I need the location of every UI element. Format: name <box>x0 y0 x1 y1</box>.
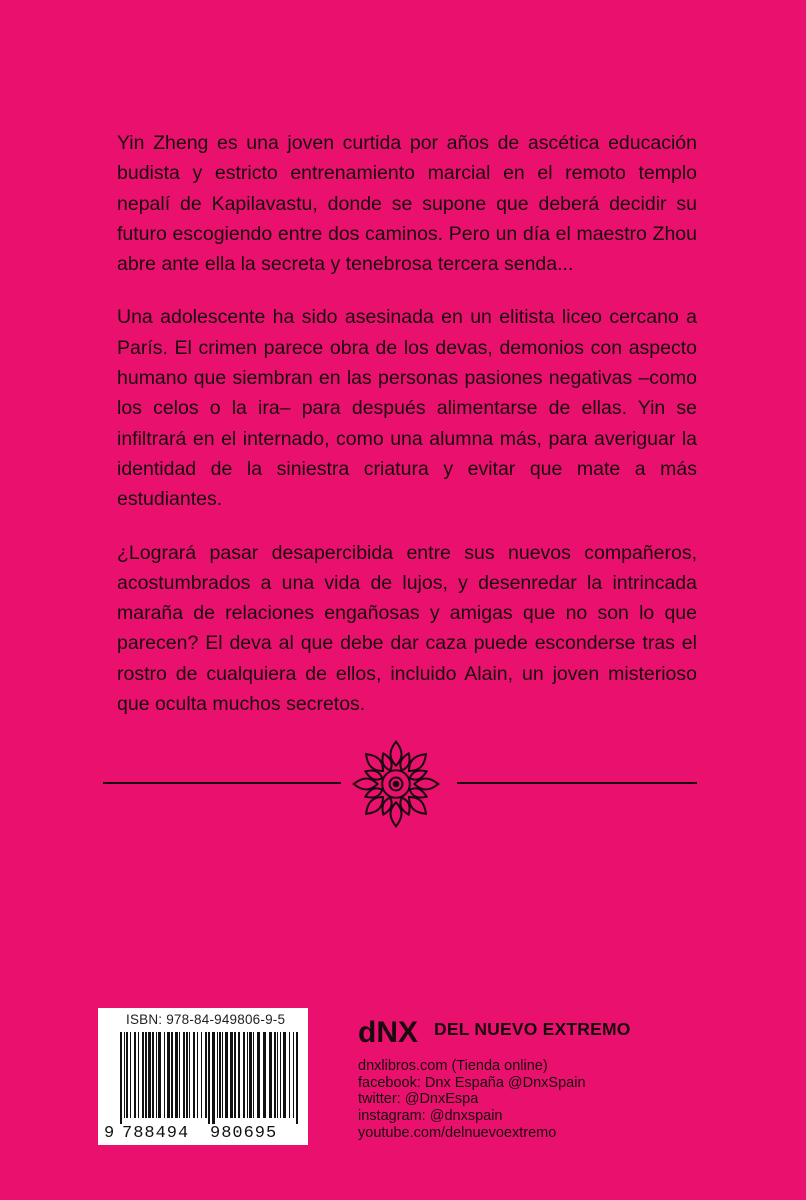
barcode-bar <box>156 1032 157 1118</box>
link-facebook[interactable]: facebook: Dnx España @DnxSpain <box>358 1074 586 1091</box>
barcode-bar <box>219 1032 221 1118</box>
barcode-bar <box>158 1032 161 1118</box>
barcode-bar <box>145 1032 147 1118</box>
barcode-bar <box>148 1032 151 1118</box>
barcode-bar <box>193 1032 195 1118</box>
blurb-paragraph-2: Una adolescente ha sido asesinada en un elitista liceo cercano a París. El crimen parece obra de los devas, demonios con aspecto humano que siembran en las personas pasiones negativas –como los celos o la ira– para después alimentarse de ellas. Yin se infiltrará en el internado, como una alumna más, para averiguar la identidad de la siniestra criatura y evitar que mate a más estudiantes. <box>117 306 697 511</box>
mandala-icon <box>350 738 442 830</box>
barcode-bar <box>138 1032 139 1118</box>
barcode-bar <box>212 1032 215 1124</box>
barcode-bar <box>134 1032 136 1118</box>
barcode-bar <box>126 1032 128 1118</box>
link-youtube[interactable]: youtube.com/delnuevoextremo <box>358 1124 557 1141</box>
barcode-bar <box>257 1032 260 1118</box>
barcode-bar <box>142 1032 144 1118</box>
barcode-bar <box>296 1032 298 1124</box>
barcode-bar <box>171 1032 173 1118</box>
barcode-bar <box>249 1032 252 1118</box>
blurb-paragraph-3: ¿Logrará pasar desapercibida entre sus nuevos compañeros, acostumbrados a una vida de lujos, y desenredar la intrincada maraña de relaciones engañosas y amigas que no son lo que parecen? El deva al que debe dar caza puede esconderse tras el rostro de cualquiera de ellos, incluido Alain, un joven misterioso que oculta muchos secretos. <box>117 541 697 716</box>
barcode-bar <box>247 1032 248 1118</box>
barcode-bar <box>222 1032 223 1118</box>
publisher-logo <box>358 1012 631 1046</box>
barcode-bars <box>120 1032 302 1124</box>
barcode-bar <box>253 1032 254 1118</box>
divider-rule-left <box>103 782 341 784</box>
logo-mark-text: dNX <box>358 1016 418 1046</box>
barcode-bar <box>269 1032 272 1118</box>
barcode-bar <box>289 1032 290 1118</box>
barcode-digit-first: 9 <box>104 1124 116 1143</box>
barcode-bar <box>205 1032 207 1118</box>
barcode-bar <box>217 1032 218 1118</box>
back-cover-blurb <box>117 128 697 742</box>
isbn-label: ISBN: 978-84-949806-9-5 <box>126 1012 286 1027</box>
link-instagram[interactable]: instagram: @dnxspain <box>358 1108 503 1125</box>
barcode-bar <box>201 1032 202 1118</box>
publisher-name: DEL NUEVO EXTREMO <box>434 1018 631 1039</box>
barcode-bar <box>124 1032 125 1118</box>
publisher-block <box>358 1012 631 1142</box>
barcode-bar <box>197 1032 198 1118</box>
barcode-bar <box>152 1032 154 1118</box>
barcode-bar <box>183 1032 185 1118</box>
barcode-bar <box>234 1032 236 1118</box>
barcode-bar <box>274 1032 276 1118</box>
publisher-links <box>358 1058 631 1142</box>
barcode-bar <box>238 1032 240 1118</box>
dnx-logo-icon <box>358 1012 428 1046</box>
link-website[interactable]: dnxlibros.com (Tienda online) <box>358 1058 548 1074</box>
barcode-bar <box>189 1032 190 1118</box>
blurb-paragraph-1: Yin Zheng es una joven curtida por años de ascética educación budista y estricto entrenamiento marcial en el remoto templo nepalí de Kapilavastu, donde se supone que deberá decidir su futuro escogiendo entre dos caminos. Pero un día el maestro Zhou abre ante ella la secreta y tenebrosa tercera senda... <box>117 132 697 276</box>
barcode-bar <box>120 1032 122 1124</box>
barcode-bar <box>130 1032 131 1118</box>
ornamental-divider <box>0 738 806 828</box>
link-twitter[interactable]: twitter: @DnxEspa <box>358 1091 479 1108</box>
barcode-digits-left: 788494 <box>122 1124 190 1143</box>
barcode-digits-right: 980695 <box>210 1124 278 1143</box>
barcode-bar <box>164 1032 165 1118</box>
barcode-bar <box>293 1032 294 1118</box>
barcode-bar <box>283 1032 286 1118</box>
barcode-bar <box>175 1032 178 1118</box>
barcode-bar <box>186 1032 188 1118</box>
divider-rule-right <box>457 782 697 784</box>
barcode-bar <box>243 1032 245 1118</box>
barcode-bar <box>208 1032 210 1124</box>
barcode-bar <box>230 1032 233 1118</box>
barcode-bar <box>167 1032 170 1118</box>
barcode-bar <box>225 1032 228 1118</box>
barcode-bar <box>179 1032 180 1118</box>
barcode-bar <box>263 1032 266 1118</box>
isbn-barcode <box>98 1008 308 1145</box>
barcode-bar <box>277 1032 278 1118</box>
barcode-bar <box>280 1032 281 1118</box>
